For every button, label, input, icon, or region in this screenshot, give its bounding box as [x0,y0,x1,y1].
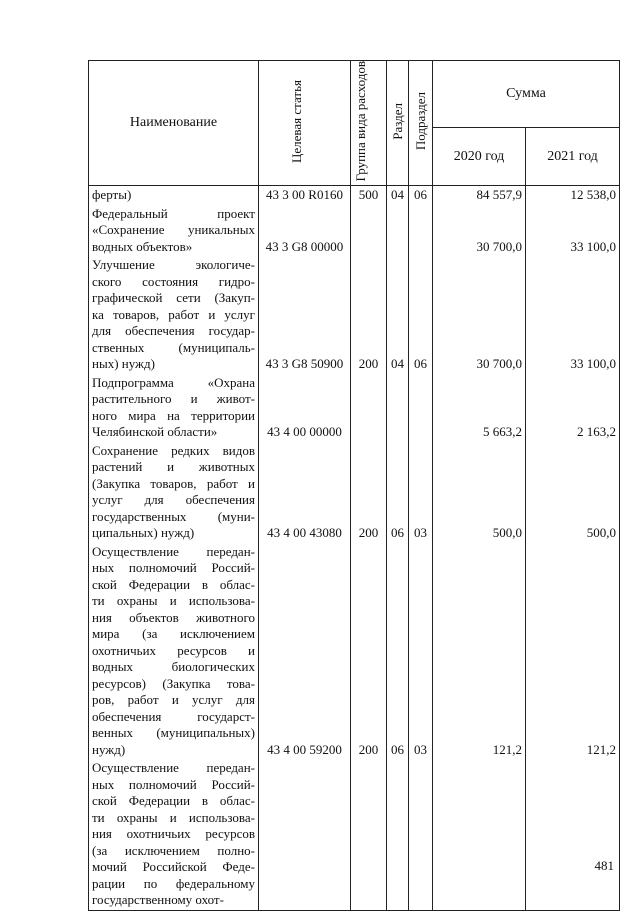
row-name-line: ных полномочий Россий- [92,776,255,792]
row-name-line: ственных (муниципаль- [92,339,255,355]
row-name-line: Сохранение редких видов [92,442,255,458]
row-expense-group [351,205,387,257]
row-name-line: «Сохранение уникальных [92,222,255,238]
row-name [89,374,259,442]
row-sum-2021: 33 100,0 [526,205,620,257]
row-name-line: ния охотничьих ресурсов [92,826,255,842]
row-name-line: растительного и живот- [92,391,255,407]
row-target-article: 43 4 00 00000 [259,374,351,442]
row-section: 04 [387,256,409,374]
row-sum-2020: 30 700,0 [433,205,526,257]
row-section [387,759,409,910]
row-name-line: Подпрограмма «Охрана [92,374,255,390]
row-name-line: Челябинской области» [92,424,218,440]
row-sum-2021: 2 163,2 [526,374,620,442]
row-sum-2021 [526,759,620,910]
row-name-line: ка товаров, работ и услуг [92,306,255,322]
table-row [89,205,620,257]
row-section [387,205,409,257]
row-name-line: Осуществление передан- [92,543,255,559]
row-name-line: ской Федерации в облас- [92,576,255,592]
header-year-2021: 2021 год [526,128,620,186]
row-name-line: графической сети (Закуп- [92,290,255,306]
row-name [89,186,259,205]
row-name-line: ферты) [92,187,132,203]
row-name-line: государственных (муни- [92,508,255,524]
row-name-line: мира (за исключением [92,626,255,642]
row-name-line: мочий Российской Феде- [92,859,255,875]
row-name-line: водных объектов» [92,238,193,254]
row-name-line: ных) нужд) [92,356,155,372]
header-target-article: Целевая статья [259,61,351,186]
table-row [89,374,620,442]
row-subsection: 03 [409,442,433,543]
row-name-line: (Закупка товаров, работ и [92,475,255,491]
page-number: 481 [594,858,614,873]
table-header [89,61,620,186]
row-name [89,205,259,257]
row-name-line: нужд) [92,741,126,757]
row-name-line: ской Федерации в облас- [92,793,255,809]
row-subsection [409,374,433,442]
row-sum-2020: 84 557,9 [433,186,526,205]
row-target-article: 43 3 00 R0160 [259,186,351,205]
row-sum-2020: 500,0 [433,442,526,543]
row-sum-2020: 5 663,2 [433,374,526,442]
table-row [89,186,620,205]
row-expense-group [351,374,387,442]
row-expense-group: 500 [351,186,387,205]
row-sum-2020 [433,759,526,910]
table-row [89,543,620,760]
row-name-line: обеспечения государст- [92,708,255,724]
header-sum: Сумма [433,61,620,128]
row-name-line: ния объектов животного [92,609,255,625]
row-name [89,442,259,543]
table-row [89,759,620,910]
row-name-line: ных полномочий Россий- [92,560,255,576]
budget-table [88,60,620,911]
row-name-line: ти охраны и использова- [92,809,255,825]
row-subsection [409,759,433,910]
header-subsection: Подраздел [409,61,433,186]
table-row [89,256,620,374]
header-name: Наименование [89,61,259,186]
header-expense-group: Группа вида расходов [351,61,387,186]
row-sum-2021: 33 100,0 [526,256,620,374]
row-expense-group: 200 [351,543,387,760]
row-name [89,256,259,374]
row-target-article: 43 4 00 59200 [259,543,351,760]
row-name-line: ти охраны и использова- [92,593,255,609]
row-name-line: ского состояния гидро- [92,273,255,289]
row-name-line: водных биологических [92,659,255,675]
row-name-line: ципальных) нужд) [92,525,195,541]
row-section: 06 [387,442,409,543]
row-target-article: 43 3 G8 50900 [259,256,351,374]
row-sum-2020: 121,2 [433,543,526,760]
row-name [89,543,259,760]
row-name-line: рации по федеральному [92,875,255,891]
row-expense-group: 200 [351,442,387,543]
row-sum-2021: 500,0 [526,442,620,543]
table-body [89,186,620,911]
row-subsection: 06 [409,256,433,374]
row-section: 06 [387,543,409,760]
row-name-line: ров, работ и услуг для [92,692,255,708]
row-sum-2021: 12 538,0 [526,186,620,205]
row-name [89,759,259,910]
row-subsection [409,205,433,257]
row-name-line: Улучшение экологиче- [92,257,255,273]
row-name-line: растений и животных [92,459,255,475]
row-name-line: венных (муниципальных) [92,725,255,741]
row-name-line: государственному охот- [92,892,224,908]
row-section: 04 [387,186,409,205]
row-expense-group: 200 [351,256,387,374]
row-sum-2020: 30 700,0 [433,256,526,374]
row-name-line: охотничьих ресурсов и [92,642,255,658]
row-expense-group [351,759,387,910]
row-name-line: Федеральный проект [92,205,255,221]
row-name-line: (за исключением полно- [92,842,255,858]
row-name-line: ресурсов) (Закупка това- [92,675,255,691]
header-year-2020: 2020 год [433,128,526,186]
row-name-line: ного мира на территории [92,407,255,423]
row-name-line: для обеспечения государ- [92,323,255,339]
row-target-article: 43 4 00 43080 [259,442,351,543]
row-name-line: Осуществление передан- [92,760,255,776]
row-target-article: 43 3 G8 00000 [259,205,351,257]
row-sum-2021: 121,2 [526,543,620,760]
row-name-line: услуг для обеспечения [92,492,255,508]
table-row [89,442,620,543]
row-section [387,374,409,442]
header-section: Раздел [387,61,409,186]
row-subsection: 06 [409,186,433,205]
row-target-article [259,759,351,910]
row-subsection: 03 [409,543,433,760]
